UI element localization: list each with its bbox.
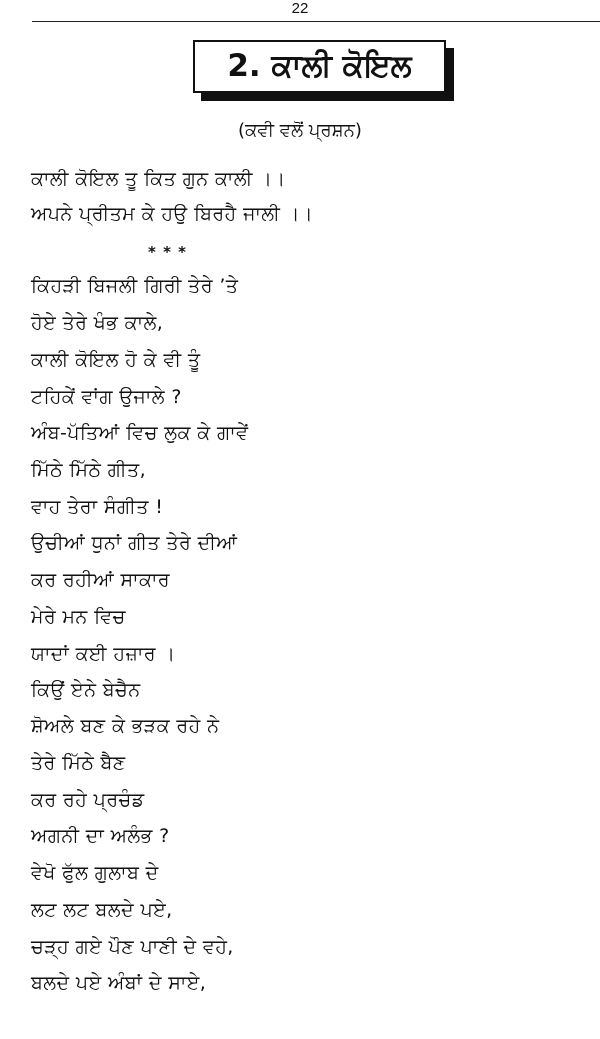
poem-line: ਕਰ ਰਹੀਆਂ ਸਾਕਾਰ [31,569,170,591]
poem-line: ਟਹਿਕੇਂ ਵਾਂਗ ਉਜਾਲੇ ? [31,386,182,408]
chapter-title: 2. ਕਾਲੀ ਕੋਇਲ [193,40,446,93]
poem-line: ਲਟ ਲਟ ਬਲਦੇ ਪਏ, [31,899,173,921]
poem-line: ਵਾਹ ਤੇਰਾ ਸੰਗੀਤ ! [31,496,164,518]
section-separator: * * * [148,243,187,261]
poem-line: ਬਲਦੇ ਪਏ ਅੰਬਾਂ ਦੇ ਸਾਏ, [31,972,207,994]
poem-line: ਚੜ੍ਹ ਗਏ ਪੌਣ ਪਾਣੀ ਦੇ ਵਹੇ, [31,936,234,958]
poem-line: ਸ਼ੋਅਲੇ ਬਣ ਕੇ ਭੜਕ ਰਹੇ ਨੇ [31,715,220,737]
poem-line: ਕਰ ਰਹੇ ਪ੍ਰਚੰਡ [31,789,145,811]
poem-line: ਅਗਨੀ ਦਾ ਅਲੰਭ ? [31,825,170,847]
poem-line: ਮਿੱਠੇ ਮਿੱਠੇ ਗੀਤ, [31,459,147,481]
poem-line: ਕਿਉਂ ਏਨੇ ਬੇਚੈਨ [31,679,141,701]
poem-line: ਮੇਰੇ ਮਨ ਵਿਚ [31,606,126,628]
poem-line: ਤੇਰੇ ਮਿੱਠੇ ਬੈਣ [31,752,126,774]
poem-line: ਕਿਹੜੀ ਬਿਜਲੀ ਗਿਰੀ ਤੇਰੇ ’ਤੇ [31,275,239,297]
poem-line: ਹੋਏ ਤੇਰੇ ਖੰਭ ਕਾਲੇ, [31,312,164,334]
chapter-subtitle: (ਕਵੀ ਵਲੋਂ ਪ੍ਰਸ਼ਨ) [238,120,362,141]
poem-line: ਉਚੀਆਂ ਧੁਨਾਂ ਗੀਤ ਤੇਰੇ ਦੀਆਂ [31,532,238,554]
intro-line: ਕਾਲੀ ਕੋਇਲ ਤੂ ਕਿਤ ਗੁਨ ਕਾਲੀ ।। [31,168,286,190]
poem-line: ਵੇਖੋ ਫੁੱਲ ਗੁਲਾਬ ਦੇ [31,862,159,884]
page-number: 22 [291,0,309,17]
poem-line: ਅੰਬ-ਪੱਤਿਆਂ ਵਿਚ ਲੁਕ ਕੇ ਗਾਵੇਂ [31,422,249,444]
poem-line: ਯਾਦਾਂ ਕਈ ਹਜ਼ਾਰ । [31,643,176,665]
intro-line: ਅਪਨੇ ਪ੍ਰੀਤਮ ਕੇ ਹਉ ਬਿਰਹੈ ਜਾਲੀ ।। [31,203,314,225]
poem-line: ਕਾਲੀ ਕੋਇਲ ਹੋ ਕੇ ਵੀ ਤੂੰ [31,349,201,371]
